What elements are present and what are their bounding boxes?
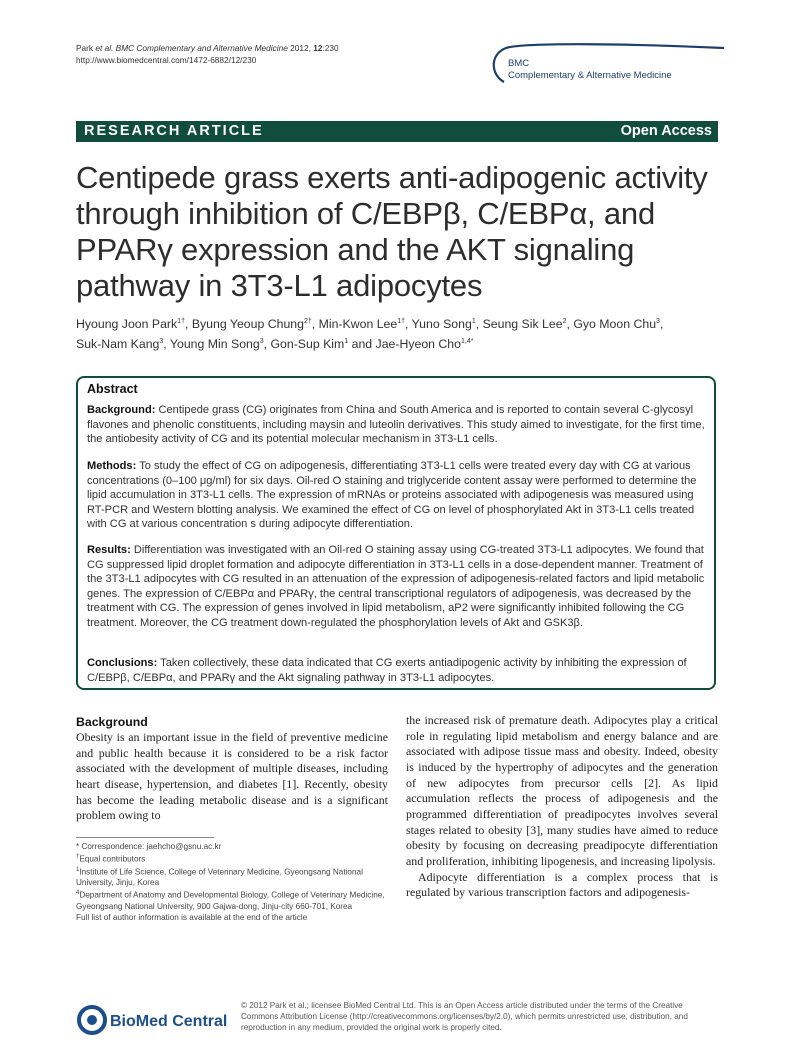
logo-text: BioMed Central — [110, 1013, 227, 1030]
author: Yuno Song$^1$, — [411, 317, 483, 332]
citation-line — [76, 42, 339, 54]
author: Suk-Nam Kang$^3$, — [76, 337, 170, 352]
correspondence-note: * Correspondence: jaehcho@gsnu.ac.kr — [76, 842, 222, 851]
abstract-methods — [87, 459, 712, 532]
author: Byung Yeoup Chung$^{2\dagger}$, — [191, 317, 319, 332]
author: Min-Kwon Lee$^{1\dagger}$, — [318, 317, 412, 332]
abstract-conclusions — [87, 656, 712, 685]
author: Jae-Hyeon Cho$^{1,4*}$ — [375, 337, 474, 352]
body-right-paragraph-1: the increased risk of premature death. Adipocytes play a critical role in regulating lipid metabolism and energy balance and are associated with adipose tissue mass and obesity. Indeed, obesity is induced by the hypertrophy of adipocytes and the generation of new adipocytes from precursor cells [2]. As lipid accumulation reflects the process of adipogenesis and the programmed differentiation of preadipocytes involves several stages related to obesity [3], many studies have aimed to reduce obesity by focusing on decreasing preadipocyte differentiation and proliferation, inhibiting lipogenesis, and increasing lipolysis. — [406, 713, 718, 868]
author: Gon-Sup Kim$^1$ and — [270, 337, 376, 352]
body-left-paragraph: Obesity is an important issue in the field of preventive medicine and public health because it is considered to be a risk factor associated with the development of multiple diseases, including heart disease, hypertension, and diabetes [1]. Recently, obesity has become the leading metabolic disease and is a significant problem owing to — [76, 730, 388, 823]
citation-author: Park — [76, 43, 96, 53]
equal-contributors-note: †Equal contributors — [76, 854, 146, 864]
full-list-note: Full list of author information is available at the end of the article — [76, 913, 308, 923]
research-article-label: RESEARCH ARTICLE — [84, 123, 264, 139]
journal-logo-text — [508, 58, 672, 82]
abstract-results-label: Results: — [87, 544, 131, 556]
affiliation-1: $^1$Institute of Life Science, College of Veterinary Medicine, Gyeongsang National University, Jinju, Korea — [76, 866, 363, 888]
journal-logo-name: Complementary & Alternative Medicine — [508, 70, 672, 81]
author: Seung Sik Lee$^2$, — [482, 317, 574, 332]
abstract-methods-text: To study the effect of CG on adipogenesis, differentiating 3T3-L1 cells were treated every day with CG at various concentrations (0–100 μg/ml) for six days. Oil-red O staining and triglyceride content assay were performed to determine the lipid accumulation in 3T3-L1 cells. The expression of mRNAs or proteins associated with adipogenesis was measured using RT-PCR and Western blotting analysis. We examined the effect of CG on level of phosphorylated Akt in 3T3-L1 cells treated with CG at various concentration s during adipocyte differentiation. — [87, 460, 697, 531]
journal-logo-bmc: BMC — [508, 58, 530, 69]
footnotes — [76, 841, 388, 923]
body-right-paragraph-2: Adipocyte differentiation is a complex process that is regulated by various transcription factors and adipogenesis- — [406, 869, 718, 900]
author-list — [76, 313, 726, 353]
citation-journal: BMC Complementary and Alternative Medicine — [113, 43, 288, 53]
affiliation-4: $^4$Department of Anatomy and Developmental Biology, College of Veterinary Medicine, Gyeongsang National University, 900 Gajwa-dong, Jinju-city 660-701, Korea — [76, 890, 385, 912]
license-statement: © 2012 Park et al.; licensee BioMed Central Ltd. This is an Open Access article distributed under the terms of the Creative Commons Attribution License (http://creativecommons.org/licenses/by/2.0), which permits unrestricted use, distribution, and reproduction in any medium, provided the original work is properly cited. — [241, 1001, 688, 1032]
article-url[interactable]: http://www.biomedcentral.com/1472-6882/12/230 — [76, 55, 257, 65]
abstract-results — [87, 543, 712, 631]
citation-et-al: et al. — [95, 43, 114, 53]
author: Young Min Song$^3$, — [169, 337, 271, 352]
author: Gyo Moon Chu$^3$, — [573, 317, 664, 332]
article-title: Centipede grass exerts anti-adipogenic activity through inhibition of C/EBPβ, C/EBPα, and PPARγ expression and the AKT signaling pathway in 3T3-L1 adipocytes — [76, 160, 708, 303]
section-heading-background: Background — [76, 715, 148, 729]
abstract-background — [87, 403, 712, 447]
body-right-column — [406, 713, 718, 901]
citation-header — [76, 42, 339, 66]
author: Hyoung Joon Park$^{1\dagger}$, — [76, 317, 192, 332]
abstract-heading: Abstract — [87, 382, 138, 396]
footnote-divider — [76, 837, 214, 838]
abstract-background-label: Background: — [87, 404, 156, 416]
abstract-background-text: Centipede grass (CG) originates from China and South America and is reported to contain several C-glycosyl flavones and phenolic constituents, including maysin and luteolin derivatives. This study aimed to investigate, for the first time, the antiobesity activity of CG and its potential molecular mechanism in 3T3-L1 cells. — [87, 404, 705, 446]
biomed-central-logo-icon — [77, 1003, 227, 1037]
article-type-banner — [76, 121, 718, 142]
citation-volume: 12 — [313, 43, 323, 53]
citation-article-number: :230 — [322, 43, 339, 53]
open-access-label: Open Access — [620, 123, 712, 139]
citation-year: 2012, — [287, 43, 314, 53]
abstract-methods-label: Methods: — [87, 460, 137, 472]
logo-dot — [87, 1015, 97, 1025]
abstract-conclusions-label: Conclusions: — [87, 657, 158, 669]
abstract-conclusions-text: Taken collectively, these data indicated that CG exerts antiadipogenic activity by inhibiting the expression of C/EBPβ, C/EBPα, and PPARγ and the Akt signaling pathway in 3T3-L1 adipocytes. — [87, 657, 687, 684]
abstract-results-text: Differentiation was investigated with an Oil-red O staining assay using CG-treated 3T3-L1 adipocytes. We found that CG suppressed lipid droplet formation and adipocyte differentiation in 3T3-L1 cells in a dose-dependent manner. Treatment of the 3T3-L1 adipocytes with CG resulted in an attenuation of the expression of adipogenesis-related factors and lipid metabolic genes. The expression of C/EBPα and PPARγ, the central transcriptional regulators of adipogenesis, was decreased by the treatment with CG. The expression of genes involved in lipid metabolism, aP2 were significantly inhibited following the CG treatment. Moreover, the CG treatment down-regulated the phosphorylation levels of Akt and GSK3β. — [87, 544, 705, 629]
